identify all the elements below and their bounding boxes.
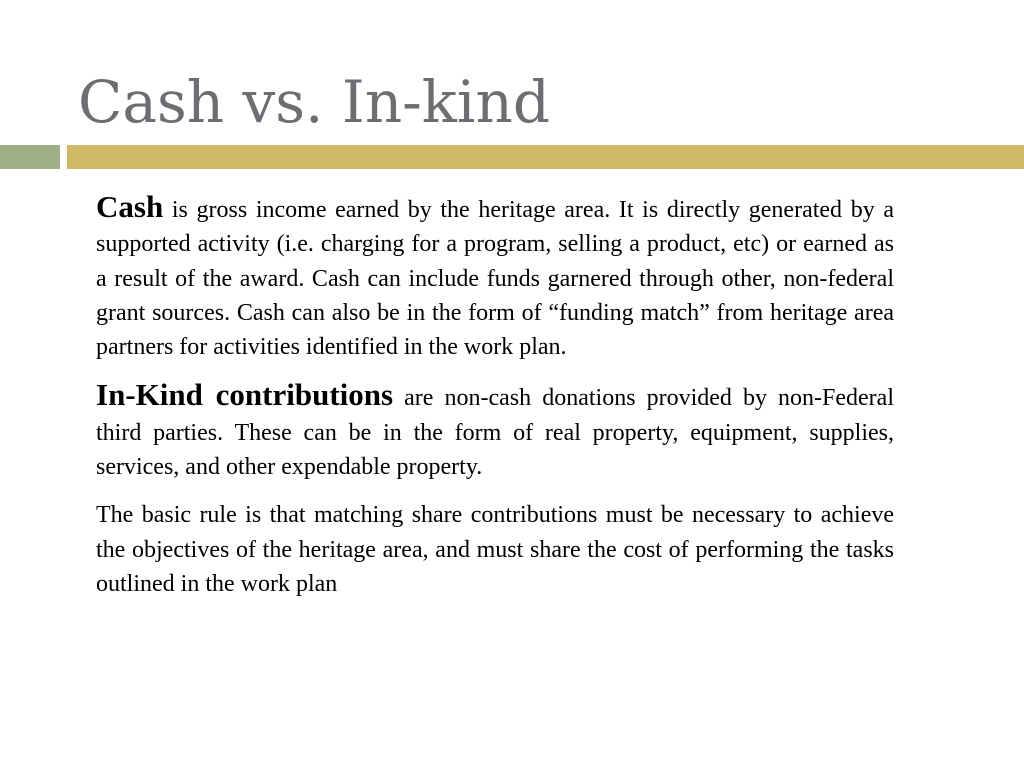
paragraph-basic-rule: The basic rule is that matching share contributions must be necessary to achieve the objectives of the heritage area, and must share the cost of performing the tasks outlined in the work plan: [96, 502, 894, 597]
paragraph-in-kind: [96, 378, 894, 484]
term-in-kind: In-Kind contributions: [96, 377, 394, 413]
cash-definition: is gross income earned by the heritage area. It is directly generated by a supported activity (i.e. charging for a program, selling a product, etc) or earned as a result of the award. Cash can include funds garnered through other, non-federal grant sources. Cash can also be in the form of “funding match” from heritage area partners for activities identified in the work plan.: [96, 197, 894, 361]
paragraph-cash: [96, 190, 894, 364]
accent-bar-right: [67, 145, 1024, 169]
slide-title: Cash vs. In-kind: [78, 68, 550, 136]
term-cash: Cash: [96, 189, 164, 224]
accent-bar-left: [0, 145, 60, 169]
in-kind-definition: are non-cash donations provided by non-Federal third parties. These can be in the form of real property, equipment, supplies, services, and other expendable property.: [96, 385, 894, 481]
slide-body: [96, 190, 894, 615]
